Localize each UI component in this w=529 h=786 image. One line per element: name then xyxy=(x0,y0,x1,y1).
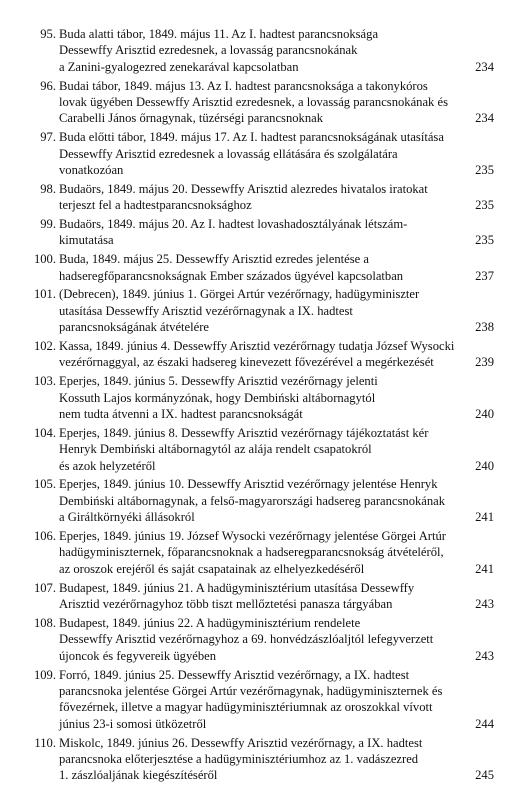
page-number: 243 xyxy=(475,597,494,612)
entry-number: 99. xyxy=(40,217,56,232)
entry-description xyxy=(59,286,454,335)
entry-line: Eperjes, 1849. június 10. Dessewffy Arisztid vezérőrnagy jelentése Henryk xyxy=(59,477,438,492)
entry-number: 100. xyxy=(33,252,56,267)
entry-number: 109. xyxy=(33,667,56,682)
page-number: 241 xyxy=(475,561,494,576)
entry-line: hadseregfőparancsnokságnak Ember százados ügyével kapcsolatban xyxy=(59,268,404,283)
page-number: 241 xyxy=(475,510,494,525)
entry-line: parancsnokságának átvételére xyxy=(59,320,209,335)
toc-entry xyxy=(26,476,494,525)
entry-number: 110. xyxy=(34,735,56,750)
page-number: 239 xyxy=(475,355,494,370)
page-number: 234 xyxy=(475,59,494,74)
entry-line: a Zanini-gyalogezred zenekarával kapcsolatban xyxy=(59,59,299,74)
page-number: 235 xyxy=(475,233,494,248)
entry-line: Forró, 1849. június 25. Dessewffy Arisztid vezérőrnagy, a IX. hadtest xyxy=(59,667,410,682)
toc-entry xyxy=(26,26,494,75)
page-number: 240 xyxy=(475,407,494,422)
entry-line: Eperjes, 1849. június 8. Dessewffy Arisztid vezérőrnagy tájékoztatást kér xyxy=(59,425,429,440)
toc-entry xyxy=(26,373,494,422)
entry-line: vonatkozóan xyxy=(59,163,124,178)
entry-line: Carabelli János őrnagynak, tüzérségi parancsnoknak xyxy=(59,111,324,126)
page-number: 240 xyxy=(475,458,494,473)
toc-entry xyxy=(26,528,494,577)
entry-line: terjeszt fel a hadtestparancsnoksághoz xyxy=(59,198,252,213)
entry-description xyxy=(59,476,454,525)
entry-line: újoncok és fegyvereik ügyében xyxy=(59,648,217,663)
entry-line: kimutatása xyxy=(59,233,114,248)
entry-number: 103. xyxy=(33,374,56,389)
entry-number: 98. xyxy=(40,181,56,196)
entry-description xyxy=(59,667,454,733)
entry-line: Budai tábor, 1849. május 13. Az I. hadtest parancsnoksága a takonykóros xyxy=(59,78,428,93)
entry-line: és azok helyzetéről xyxy=(59,458,156,473)
page-number: 235 xyxy=(475,198,494,213)
entry-description xyxy=(59,373,454,422)
toc-entry xyxy=(26,338,494,371)
entry-line: Dembiński altábornagynak, a felső-magyarországi hadsereg parancsnokának xyxy=(59,493,446,508)
entry-description xyxy=(59,26,454,75)
toc-entry xyxy=(26,216,494,249)
page-number: 244 xyxy=(475,716,494,731)
entry-line: Dessewffy Arisztid vezérőrnagyhoz a 69. honvédzászlóaljtól lefegyverzett xyxy=(59,632,434,647)
page-number: 237 xyxy=(475,268,494,283)
entry-description xyxy=(59,78,454,127)
entry-description xyxy=(59,425,454,474)
entry-line: parancsnoka előterjesztése a hadügyminisztériumhoz az 1. vadászezred xyxy=(59,751,419,766)
entry-line: a Giráltkörnyéki állásokról xyxy=(59,510,195,525)
toc-entry xyxy=(26,181,494,214)
entry-line: Budaörs, 1849. május 20. Az I. hadtest lovashadosztályának létszám- xyxy=(59,217,408,232)
toc-entry xyxy=(26,615,494,664)
entry-line: Budapest, 1849. június 22. A hadügyminisztérium rendelete xyxy=(59,615,361,630)
entry-description xyxy=(59,580,454,613)
entry-line: Henryk Dembiński altábornagytól az alája rendelt csapatokról xyxy=(59,442,372,457)
toc-entry xyxy=(26,580,494,613)
entry-number: 104. xyxy=(33,425,56,440)
entry-description xyxy=(59,615,454,664)
entry-description xyxy=(59,251,454,284)
entry-description xyxy=(59,735,454,784)
table-of-contents xyxy=(26,26,494,786)
entry-number: 102. xyxy=(33,339,56,354)
entry-line: Buda előtti tábor, 1849. május 17. Az I. hadtest parancsnokságának utasítása xyxy=(59,130,444,145)
toc-entry xyxy=(26,425,494,474)
toc-entry xyxy=(26,129,494,178)
page-number: 245 xyxy=(475,768,494,783)
entry-number: 107. xyxy=(33,580,56,595)
entry-number: 101. xyxy=(33,287,56,302)
entry-line: parancsnoka jelentése Görgei Artúr vezérőrnagynak, hadügyminiszternek és xyxy=(59,683,443,698)
entry-number: 97. xyxy=(40,130,56,145)
entry-line: (Debrecen), 1849. június 1. Görgei Artúr vezérőrnagy, hadügyminiszter xyxy=(59,287,420,302)
entry-line: Dessewffy Arisztid ezredesnek, a lovasság parancsnokának xyxy=(59,43,358,58)
entry-line: Dessewffy Arisztid ezredesnek a lovasság ellátására és szolgálatára xyxy=(59,146,398,161)
toc-entry xyxy=(26,667,494,733)
entry-line: Eperjes, 1849. június 5. Dessewffy Arisztid vezérőrnagy jelenti xyxy=(59,374,378,389)
entry-line: Buda, 1849. május 25. Dessewffy Arisztid ezredes jelentése a xyxy=(59,252,369,267)
entry-line: június 23-i somosi ütközetről xyxy=(59,716,207,731)
page-number: 238 xyxy=(475,320,494,335)
entry-line: Kassa, 1849. június 4. Dessewffy Arisztid vezérőrnagy tudatja József Wysocki xyxy=(59,339,455,354)
page-number: 234 xyxy=(475,111,494,126)
toc-entry xyxy=(26,78,494,127)
entry-line: nem tudta átvenni a IX. hadtest parancsnokságát xyxy=(59,407,303,422)
page-number: 243 xyxy=(475,648,494,663)
entry-line: Eperjes, 1849. június 19. József Wysocki vezérőrnagy jelentése Görgei Artúr xyxy=(59,529,446,544)
entry-line: az oroszok erejéről és saját csapatainak az elhelyezkedéséről xyxy=(59,561,365,576)
entry-line: utasítása Dessewffy Arisztid vezérőrnagynak a IX. hadtest xyxy=(59,303,353,318)
entry-number: 108. xyxy=(33,615,56,630)
entry-line: Arisztid vezérőrnagyhoz több tiszt mellőztetési panasza tárgyában xyxy=(59,597,393,612)
entry-line: vezérőrnaggyal, az északi hadsereg kinevezett fővezérével a megérkezését xyxy=(59,355,434,370)
toc-entry xyxy=(26,286,494,335)
entry-line: Miskolc, 1849. június 26. Dessewffy Arisztid vezérőrnagy, a IX. hadtest xyxy=(59,735,423,750)
entry-description xyxy=(59,129,454,178)
entry-line: hadügyminiszternek, főparancsnoknak a hadseregparancsnokság átvételéről, xyxy=(59,545,444,560)
entry-line: Budapest, 1849. június 21. A hadügyminisztérium utasítása Dessewffy xyxy=(59,580,415,595)
toc-entry xyxy=(26,735,494,784)
entry-line: fővezérnek, illetve a magyar hadügyminisztériumnak az oroszokkal vívott xyxy=(59,700,433,715)
entry-description xyxy=(59,338,454,371)
toc-entry xyxy=(26,251,494,284)
entry-line: Budaörs, 1849. május 20. Dessewffy Arisztid alezredes hivatalos iratokat xyxy=(59,181,428,196)
entry-description xyxy=(59,528,454,577)
entry-number: 105. xyxy=(33,477,56,492)
entry-number: 95. xyxy=(40,27,56,41)
entry-number: 106. xyxy=(33,529,56,544)
entry-number: 96. xyxy=(40,78,56,93)
entry-line: 1. zászlóaljának kiegészítéséről xyxy=(59,768,218,783)
entry-line: lovak ügyében Dessewffy Arisztid ezredesnek, a lovasság parancsnokának és xyxy=(59,95,448,110)
entry-line: Kossuth Lajos kormányzónak, hogy Dembiński altábornagytól xyxy=(59,390,376,405)
entry-line: Buda alatti tábor, 1849. május 11. Az I. hadtest parancsnoksága xyxy=(59,27,379,41)
page-number: 235 xyxy=(475,163,494,178)
entry-description xyxy=(59,181,454,214)
entry-description xyxy=(59,216,454,249)
